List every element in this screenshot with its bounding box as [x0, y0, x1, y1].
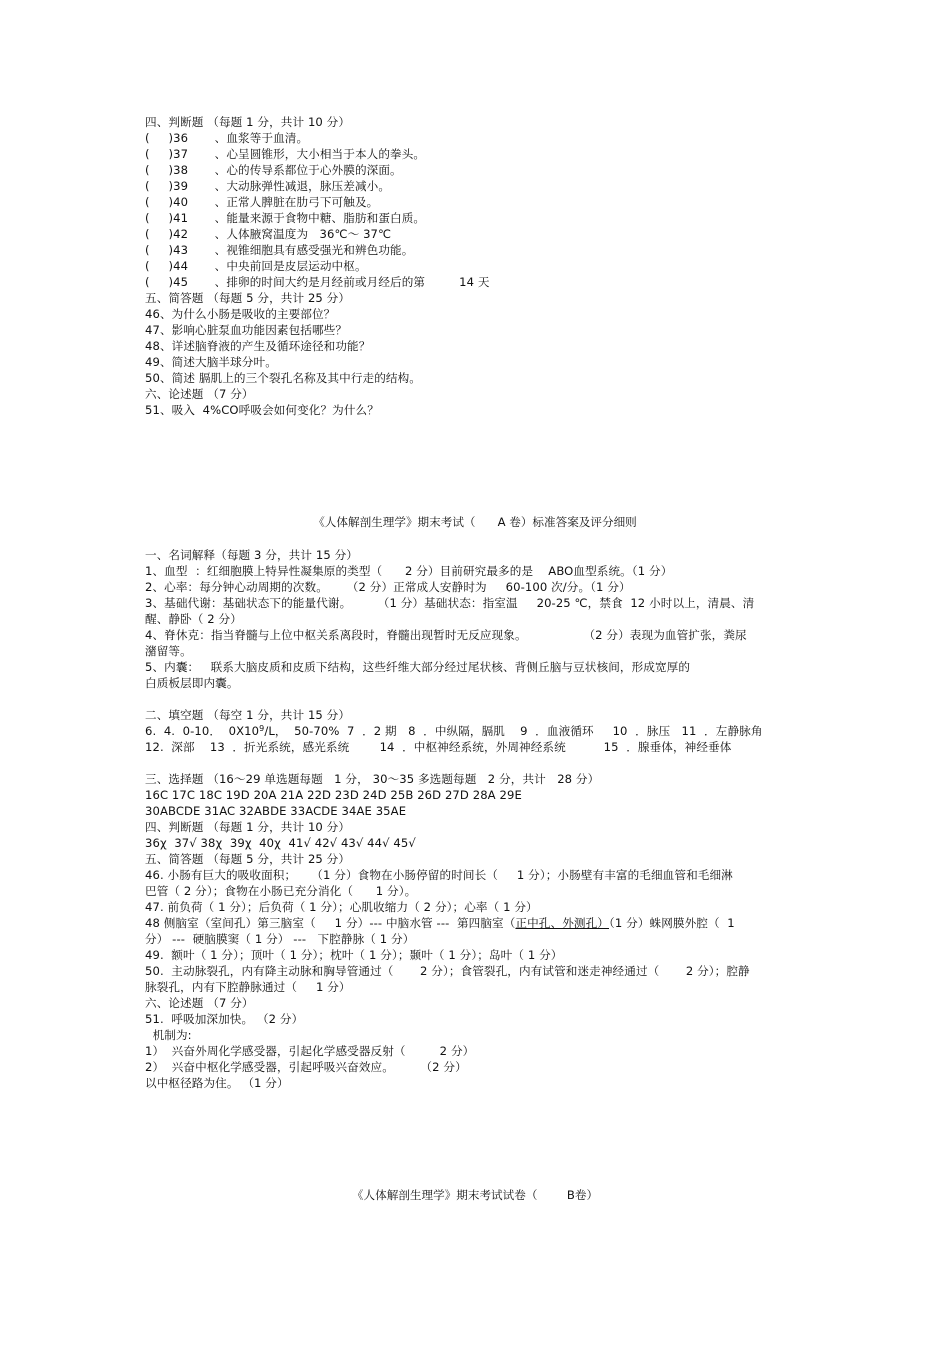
- short-answer-line: 脉裂孔，内有下腔静脉通过（ 1 分）: [145, 980, 351, 994]
- short-answer-line: 巴管（ 2 分）；食物在小肠已充分消化（ 1 分）。: [145, 884, 417, 898]
- fill-line: 12. 深部 13 ．折光系统，感光系统 14 ．中枢神经系统，外周神经系统 15 ．腺垂体，神经垂体: [145, 740, 732, 754]
- judge-item: ( )43 、视锥细胞具有感受强光和辨色功能。: [145, 243, 414, 257]
- line-part: （1 分）蛛网膜外腔（ 1: [608, 916, 735, 930]
- choice-heading: 三、选择题 （16～29 单选题每题 1 分， 30～35 多选题每题 2 分，共计 28 分）: [145, 772, 600, 786]
- terms-line: 白质板层即内囊。: [145, 676, 239, 690]
- judge-item: ( )38 、心的传导系都位于心外膜的深面。: [145, 163, 402, 177]
- choice-answers: 30ABCDE 31AC 32ABDE 33ACDE 34AE 35AE: [145, 804, 407, 818]
- short-answer-line: 50. 主动脉裂孔，内有降主动脉和胸导管通过（ 2 分）；食管裂孔，内有试管和迷走神经通过（ 2 分）；腔静: [145, 964, 750, 978]
- b-paper-title: 《人体解剖生理学》期末考试试卷（ B卷）: [351, 1188, 599, 1202]
- judge-heading: 四、判断题 （每题 1 分，共计 10 分）: [145, 115, 351, 129]
- terms-line: 4、脊休克：指当脊髓与上位中枢关系离段时，脊髓出现暂时无反应现象。 （2 分）表现为血管扩张，粪尿: [145, 628, 747, 642]
- judge-item: ( )40 、正常人脾脏在肋弓下可触及。: [145, 195, 379, 209]
- fill-heading: 二、填空题 （每空 1 分，共计 15 分）: [145, 708, 351, 722]
- judge-item: ( )45 、排卵的时间大约是月经前或月经后的第 14 天: [145, 275, 490, 289]
- short-answer-key-heading: 五、简答题 （每题 5 分，共计 25 分）: [145, 852, 351, 866]
- short-answer-line: 49. 额叶（ 1 分）；顶叶（ 1 分）；枕叶（ 1 分）；颞叶（ 1 分）；岛叶（ 1 分）: [145, 948, 563, 962]
- short-answer-line: [145, 915, 735, 931]
- fill-line-part: /L， 50-70% 7 ．2 期 8 ．中纵隔，膈肌 9 ．血液循环 10 ．脉压 11 ．左静脉角: [264, 724, 763, 738]
- essay-answer-line: 机制为:: [145, 1028, 192, 1042]
- fill-line: [145, 723, 763, 739]
- choice-answers: 16C 17C 18C 19D 20A 21A 22D 23D 24D 25B 26D 27D 28A 29E: [145, 788, 522, 802]
- judge-item: ( )36 、血浆等于血清。: [145, 131, 309, 145]
- underlined-text: 正中孔、外测孔）: [515, 916, 609, 930]
- short-answer-line: 46. 小肠有巨大的吸收面积； （1 分）食物在小肠停留的时间长（ 1 分）；小肠壁有丰富的毛细血管和毛细淋: [145, 868, 733, 882]
- essay-answer-line: 1） 兴奋外周化学感受器，引起化学感受器反射（ 2 分）: [145, 1044, 475, 1058]
- short-answer-line: 47. 前负荷（ 1 分）；后负荷（ 1 分）；心肌收缩力（ 2 分）；心率（ 1 分）: [145, 900, 538, 914]
- essay-answer-line: 51. 呼吸加深加快。 （2 分）: [145, 1012, 304, 1026]
- essay-answer-heading: 六、论述题 （7 分）: [145, 996, 254, 1010]
- terms-line: 醒、静卧（ 2 分）: [145, 612, 242, 626]
- terms-line: 2、心率：每分钟心动周期的次数。 （2 分）正常成人安静时为 60-100 次/分。（1 分）: [145, 580, 631, 594]
- terms-line: 1、血型 ：红细胞膜上特异性凝集原的类型（ 2 分）目前研究最多的是 ABO血型系统。（1 分）: [145, 564, 673, 578]
- essay-answer-line: 以中枢径路为住。 （1 分）: [145, 1076, 289, 1090]
- fill-line-part: 6. 4. 0-10． 0X10: [145, 724, 260, 738]
- terms-heading: 一、名词解释（每题 3 分，共计 15 分）: [145, 548, 358, 562]
- judge-item: ( )41 、能量来源于食物中糖、脂肪和蛋白质。: [145, 211, 426, 225]
- short-answer-item: 47、影响心脏泵血功能因素包括哪些？: [145, 323, 348, 337]
- judge-item: ( )39 、大动脉弹性减退，脉压差减小。: [145, 179, 391, 193]
- essay-item: 51、吸入 4%CO呼吸会如何变化？为什么？: [145, 403, 379, 417]
- short-answer-item: 46、为什么小肠是吸收的主要部位？: [145, 307, 336, 321]
- judge-answer-heading: 四、判断题 （每题 1 分，共计 10 分）: [145, 820, 351, 834]
- fill-line-superscript: 9: [259, 724, 265, 733]
- essay-heading: 六、论述题 （7 分）: [145, 387, 254, 401]
- short-answer-heading: 五、简答题 （每题 5 分，共计 25 分）: [145, 291, 351, 305]
- short-answer-item: 48、详述脑脊液的产生及循环途径和功能？: [145, 339, 371, 353]
- essay-answer-line: 2） 兴奋中枢化学感受器，引起呼吸兴奋效应。 （2 分）: [145, 1060, 467, 1074]
- terms-line: 3、基础代谢：基础状态下的能量代谢。 （1 分）基础状态：指室温 20-25 ℃，禁食 12 小时以上，清晨、清: [145, 596, 755, 610]
- answer-key-title: 《人体解剖生理学》期末考试（ A 卷）标准答案及评分细则: [313, 515, 637, 529]
- judge-item: ( )44 、中央前回是皮层运动中枢。: [145, 259, 367, 273]
- line-part: 48 侧脑室（室间孔）第三脑室（ 1 分）--- 中脑水管 --- 第四脑室（: [145, 916, 516, 930]
- judge-item: ( )37 、心呈圆锥形，大小相当于本人的拳头。: [145, 147, 426, 161]
- terms-line: 潴留等。: [145, 644, 192, 658]
- short-answer-item: 50、简述 膈肌上的三个裂孔名称及其中行走的结构。: [145, 371, 422, 385]
- terms-line: 5、内囊： 联系大脑皮质和皮质下结构，这些纤维大部分经过尾状核、背侧丘脑与豆状核间，形成宽厚的: [145, 660, 691, 674]
- judge-item: ( )42 、人体腋窝温度为 36℃～ 37℃: [145, 227, 392, 241]
- judge-answers: 36χ 37√ 38χ 39χ 40χ 41√ 42√ 43√ 44√ 45√: [145, 836, 416, 850]
- short-answer-item: 49、简述大脑半球分叶。: [145, 355, 277, 369]
- short-answer-line: 分） --- 硬脑膜窦（ 1 分） --- 下腔静脉（ 1 分）: [145, 932, 415, 946]
